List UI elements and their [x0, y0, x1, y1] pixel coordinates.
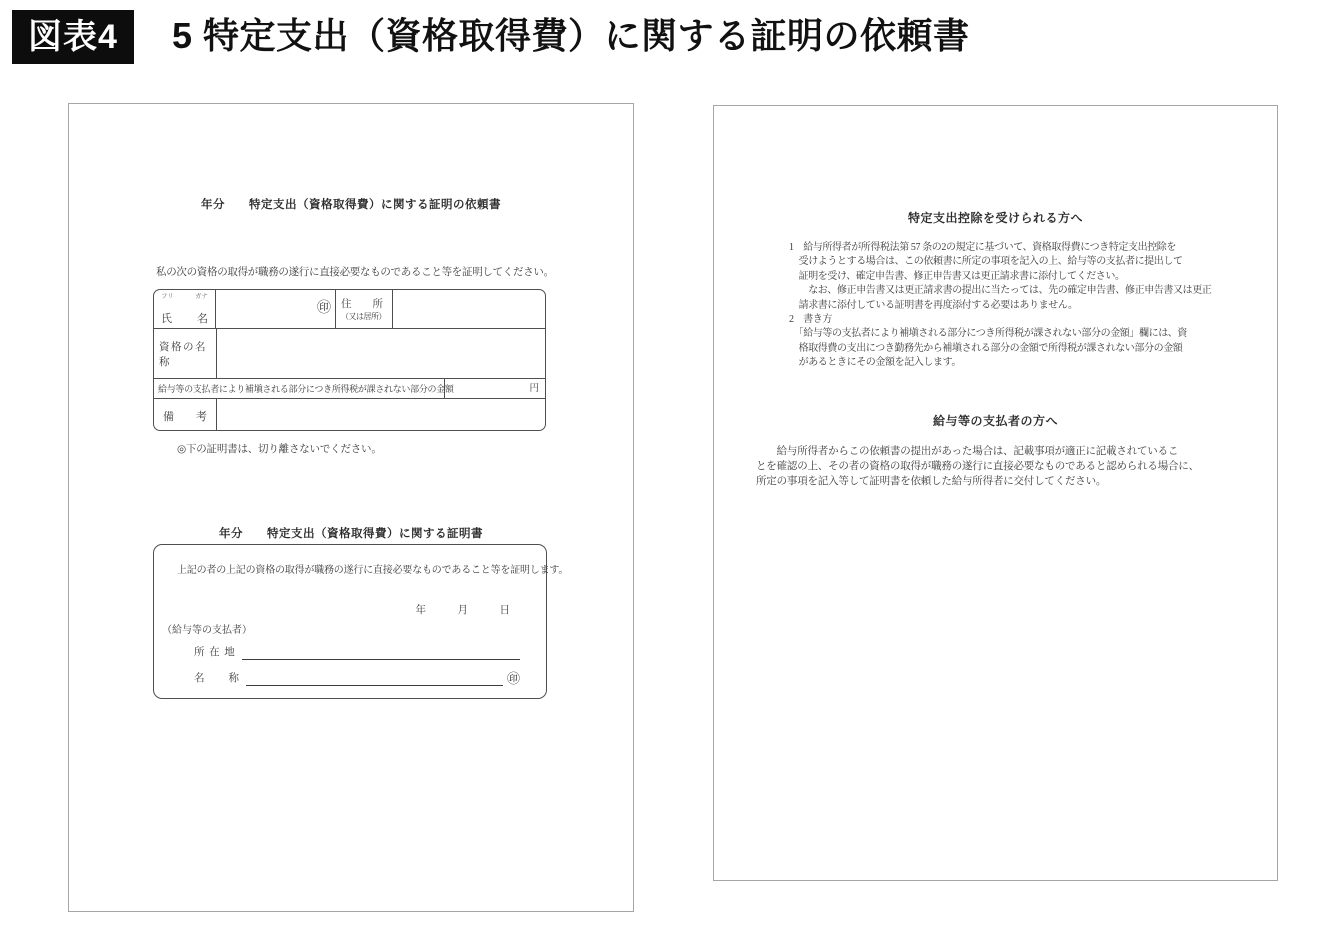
address-label: 住 所: [341, 298, 383, 310]
text-line: 給与所得者からこの依頼書の提出があった場合は、記載事項が適正に記載されているこ: [756, 446, 1179, 457]
seal-icon: ㊞: [317, 301, 331, 316]
text-line: 2 書き方: [789, 314, 832, 326]
name-label-first: 氏: [161, 313, 172, 325]
guide-heading-payers: 給与等の支払者の方へ: [932, 414, 1058, 428]
name-label: [161, 313, 208, 326]
figure-header: [0, 0, 1340, 75]
table-row-remarks: [154, 399, 545, 431]
guide-paragraph-recipients: [789, 241, 1211, 371]
address-input-cell: [393, 290, 545, 328]
location-underline: [242, 645, 520, 660]
amount-label-cell: 給与等の支払者により補塡される部分につき所得税が課されない部分の金額: [154, 379, 445, 398]
document-page-right: [713, 105, 1278, 881]
certificate-title: 年分 特定支出（資格取得費）に関する証明書: [219, 528, 483, 540]
name-label-second: 名: [197, 313, 208, 325]
do-not-detach-notice: ◎下の証明書は、切り離さないでください。: [177, 444, 382, 455]
seal-icon: ㊞: [506, 671, 520, 686]
text-line: なお、修正申告書又は更正請求書の提出に当たっては、先の確定申告書、修正申告書又は更正: [789, 285, 1212, 297]
remarks-label-cell: [154, 399, 217, 431]
name-label-cell: [154, 290, 216, 328]
certificate-box: [153, 544, 569, 699]
guide-heading-recipients: 特定支出控除を受けられる方へ: [907, 211, 1083, 225]
remarks-label-second: 考: [196, 410, 207, 423]
text-line: 格取得費の支出につき勤務先から補塡される部分の金額で所得税が課されない部分の金額: [789, 342, 1183, 354]
payer-name-underline: [246, 671, 503, 686]
furigana-right: ガナ: [195, 293, 208, 300]
figure-title: 5 特定支出（資格取得費）に関する証明の依頼書: [172, 15, 970, 56]
request-intro-text: 私の次の資格の取得が職務の遂行に直接必要なものであること等を証明してください。: [156, 267, 554, 278]
text-line: 証明を受け、確定申告書、修正申告書又は更正請求書に添付してください。: [789, 270, 1125, 282]
text-line: とを確認の上、その者の資格の取得が職務の遂行に直接必要なものであると認められる場合に、: [756, 461, 1199, 472]
request-form-title: 年分 特定支出（資格取得費）に関する証明の依頼書: [201, 199, 501, 211]
text-line: 請求書に添付している証明書を再度添付する必要はありません。: [789, 299, 1078, 311]
furigana-label: [161, 293, 208, 300]
yen-unit-label: 円: [529, 384, 539, 394]
remarks-input-cell: [217, 399, 545, 431]
address-sublabel: （又は居所）: [341, 311, 386, 321]
certificate-name-row: [194, 671, 520, 686]
certificate-payer-label: （給与等の支払者）: [162, 625, 252, 636]
payer-name-label: 名 称: [194, 673, 240, 684]
name-input-cell: [216, 290, 336, 328]
guide-paragraph-payers: [756, 444, 1199, 489]
amount-input-cell: [445, 379, 545, 398]
qualification-input-cell: [217, 329, 545, 378]
qualification-label-cell: 資格の名称: [154, 329, 217, 378]
table-row-qualification: [154, 329, 545, 379]
furigana-left: フリ: [161, 293, 174, 300]
table-row-name-address: [154, 290, 545, 329]
certificate-date-line: 年 月 日: [415, 605, 510, 616]
certificate-body-text: 上記の者の上記の資格の取得が職務の遂行に直接必要なものであること等を証明します。: [177, 565, 569, 576]
text-line: 「給与等の支払者により補塡される部分につき所得税が課されない部分の金額」欄には、資: [789, 328, 1187, 340]
request-form-table: [153, 289, 546, 431]
figure-badge: 図表4: [12, 10, 134, 64]
document-page-left: [68, 103, 634, 912]
table-row-amount: [154, 379, 545, 399]
text-line: があるときにその金額を記入します。: [789, 357, 961, 369]
address-label-cell: [336, 290, 393, 328]
text-line: 1 給与所得者が所得税法第 57 条の2の規定に基づいて、資格取得費につき特定支出控除を: [789, 242, 1176, 253]
text-line: 受けようとする場合は、この依頼書に所定の事項を記入の上、給与等の支払者に提出して: [789, 256, 1183, 268]
certificate-location-row: [194, 645, 520, 660]
location-label: 所 在 地: [194, 647, 236, 658]
text-line: 所定の事項を記入等して証明書を依頼した給与所得者に交付してください。: [756, 476, 1107, 487]
remarks-label-first: 備: [163, 410, 174, 423]
